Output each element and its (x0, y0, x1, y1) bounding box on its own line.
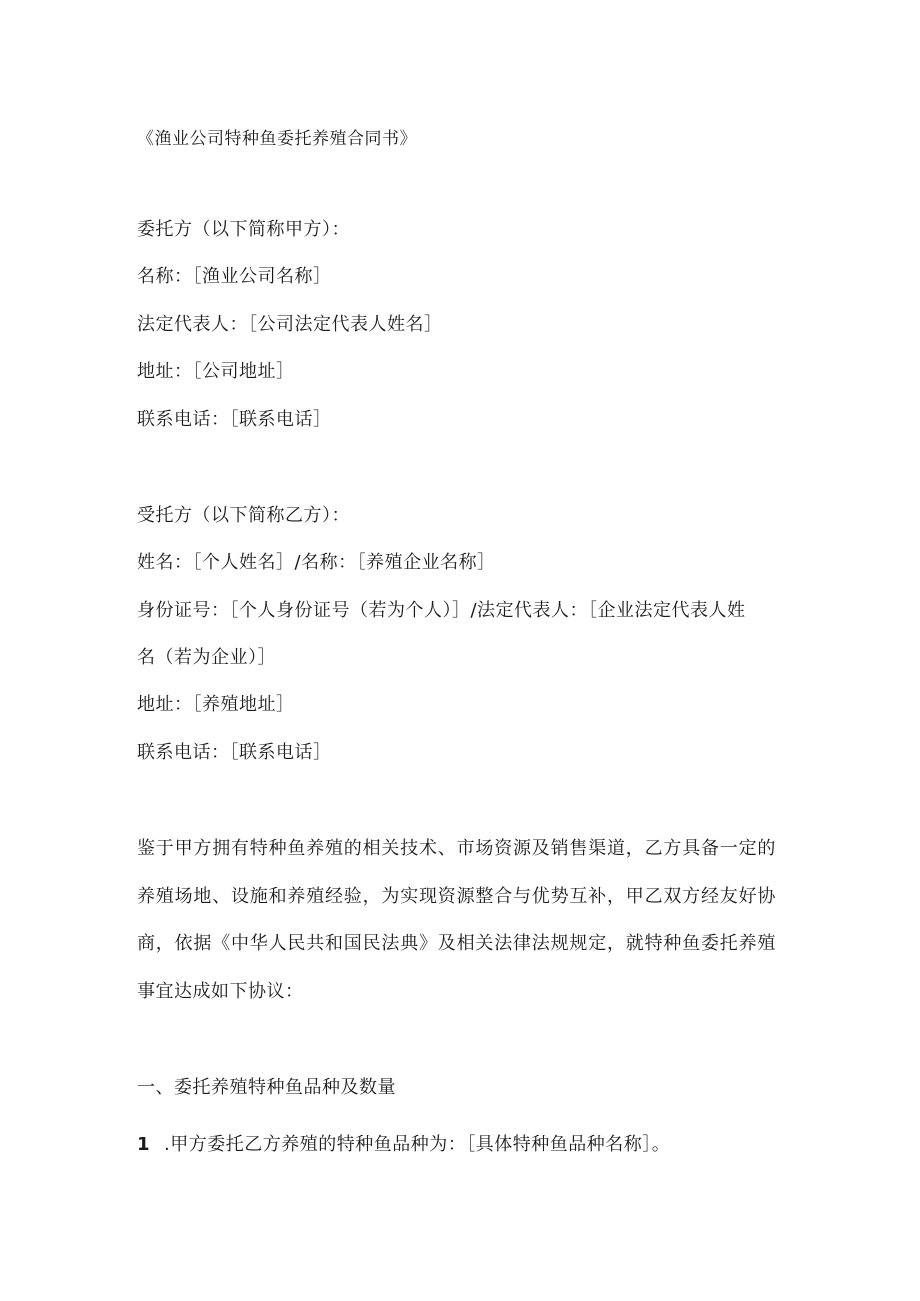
party-a-name: 名称：［渔业公司名称］ (137, 266, 332, 287)
party-b-name: 姓名：［个人姓名］/名称：［养殖企业名称］ (137, 552, 496, 573)
section1-heading: 一、委托养殖特种鱼品种及数量 (137, 1077, 396, 1098)
party-b-phone: 联系电话：［联系电话］ (137, 742, 332, 763)
party-b-heading: 受托方（以下简称乙方）： (137, 505, 350, 526)
preamble-line1: 鉴于甲方拥有特种鱼养殖的相关技术、市场资源及销售渠道，乙方具备一定的 (137, 838, 777, 859)
party-a-phone: 联系电话：［联系电话］ (137, 409, 332, 430)
preamble-line2: 养殖场地、设施和养殖经验，为实现资源整合与优势互补，甲乙双方经友好协 (137, 886, 777, 907)
party-a-heading: 委托方（以下简称甲方）： (137, 219, 350, 240)
preamble-line4: 事宜达成如下协议： (137, 981, 304, 1002)
party-a-legal-rep: 法定代表人：［公司法定代表人姓名］ (137, 314, 443, 335)
party-b-id-line2: 名（若为企业）］ (137, 647, 276, 668)
party-b-id-line1: 身份证号：［个人身份证号（若为个人）］/法定代表人：［企业法定代表人姓 (137, 600, 746, 621)
section1-clause1 (137, 1133, 670, 1157)
document-title: 《渔业公司特种鱼委托养殖合同书》 (137, 129, 417, 149)
clause-number: 1 (137, 1134, 151, 1155)
clause-text: .甲方委托乙方养殖的特种鱼品种为：［具体特种鱼品种名称］。 (164, 1134, 671, 1155)
preamble-line3: 商，依据《中华人民共和国民法典》及相关法律法规规定，就特种鱼委托养殖 (137, 933, 777, 954)
party-b-address: 地址：［养殖地址］ (137, 694, 295, 715)
party-a-address: 地址：［公司地址］ (137, 361, 295, 382)
